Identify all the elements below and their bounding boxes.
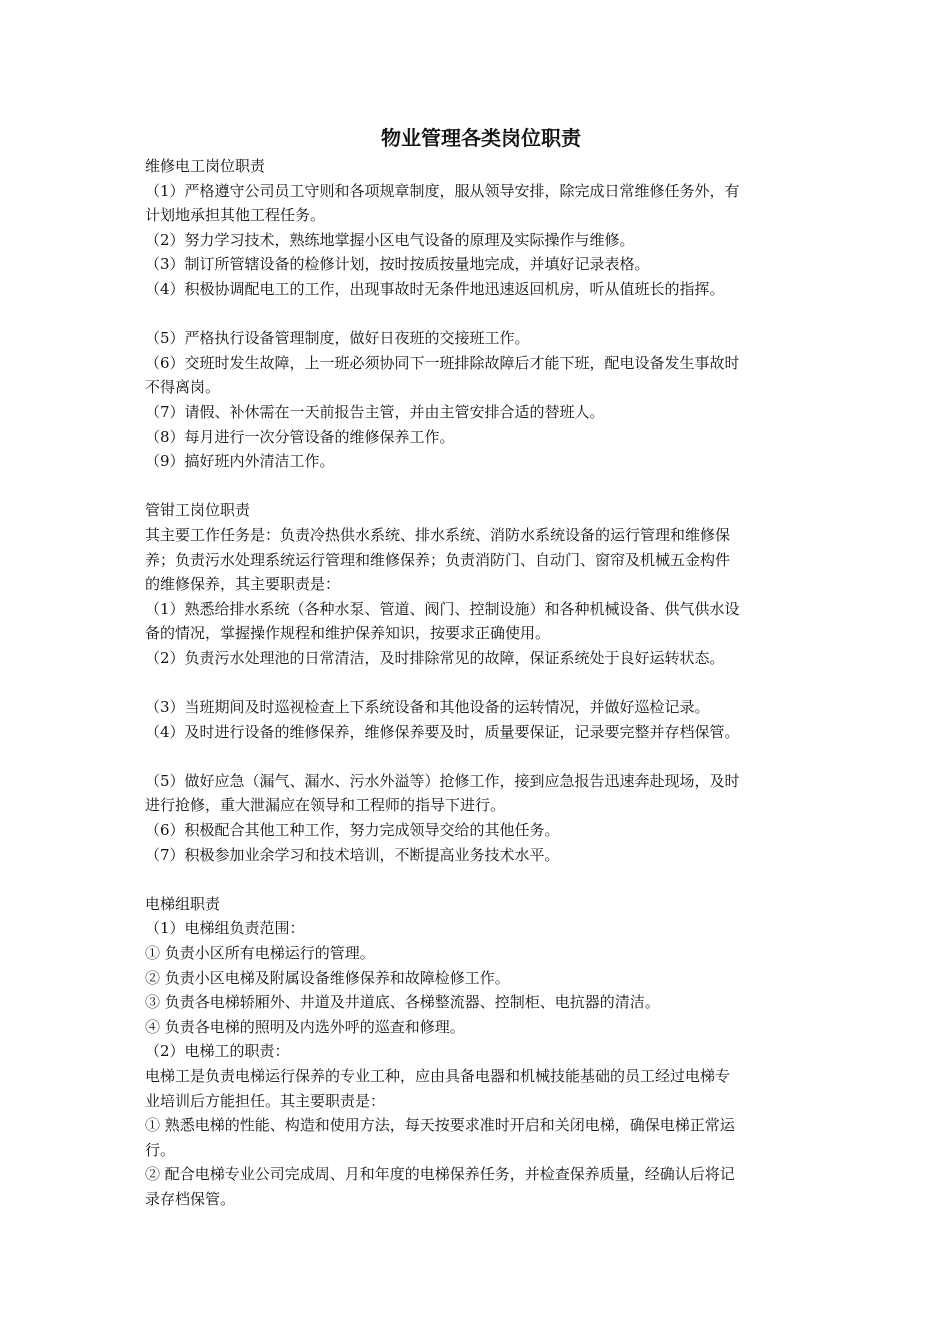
text-line: 其主要工作任务是：负责冷热供水系统、排水系统、消防水系统设备的运行管理和维修保	[145, 525, 731, 544]
document-text	[145, 154, 809, 1212]
text-line: （7）积极参加业余学习和技术培训，不断提高业务技术水平。	[145, 845, 560, 864]
text-line: （1）熟悉给排水系统（各种水泵、管道、阀门、控制设施）和各种机械设备、供气供水设	[145, 599, 740, 618]
blank-line	[145, 670, 809, 695]
blank-line	[145, 744, 809, 769]
text-line: 计划地承担其他工程任务。	[145, 206, 326, 225]
text-line: （5）做好应急（漏气、漏水、污水外溢等）抢修工作，接到应急报告迅速奔赴现场，及时	[145, 771, 740, 790]
text-line: （1）严格遵守公司员工守则和各项规章制度，服从领导安排，除完成日常维修任务外，有	[145, 181, 740, 200]
text-line: （2）电梯工的职责：	[145, 1042, 290, 1061]
text-line: 不得离岗。	[145, 378, 221, 397]
text-line: ③ 负责各电梯轿厢外、井道及井道底、各梯整流器、控制柜、电抗器的清洁。	[145, 993, 660, 1012]
text-line: 业培训后方能担任。其主要职责是：	[145, 1091, 386, 1110]
text-line: （8）每月进行一次分管设备的维修保养工作。	[145, 427, 455, 446]
text-line: （4）及时进行设备的维修保养，维修保养要及时，质量要保证，记录要完整并存档保管。	[145, 722, 740, 741]
text-line: （5）严格执行设备管理制度，做好日夜班的交接班工作。	[145, 329, 530, 348]
text-line: 进行抢修，重大泄漏应在领导和工程师的指导下进行。	[145, 796, 506, 815]
text-line: 的维修保养，其主要职责是：	[145, 575, 341, 594]
text-line: 养；负责污水处理系统运行管理和维修保养；负责消防门、自动门、窗帘及机械五金构件	[145, 550, 731, 569]
document-title: 物业管理各类岗位职责	[381, 126, 581, 150]
text-line: （6）交班时发生故障，上一班必须协同下一班排除故障后才能下班，配电设备发生事故时	[145, 353, 740, 372]
text-line: 电梯工是负责电梯运行保养的专业工种，应由具备电器和机械技能基础的员工经过电梯专	[145, 1066, 731, 1085]
text-line: （3）当班期间及时巡视检查上下系统设备和其他设备的运转情况，并做好巡检记录。	[145, 698, 710, 717]
text-line: ① 负责小区所有电梯运行的管理。	[145, 944, 375, 962]
text-line: 维修电工岗位职责	[145, 157, 266, 175]
text-line: 录存档保管。	[145, 1189, 236, 1208]
text-line: 管钳工岗位职责	[145, 501, 251, 520]
text-line: ① 熟悉电梯的性能、构造和使用方法，每天按要求准时开启和关闭电梯，确保电梯正常运	[145, 1116, 735, 1135]
text-line: （9）搞好班内外清洁工作。	[145, 452, 335, 471]
text-line: （4）积极协调配电工的工作，出现事故时无条件地迅速返回机房，听从值班长的指挥。	[145, 279, 725, 298]
text-line: 备的情况，掌握操作规程和维护保养知识，按要求正确使用。	[145, 624, 551, 643]
text-line: ② 负责小区电梯及附属设备维修保养和故障检修工作。	[145, 968, 510, 987]
text-line: （6）积极配合其他工种工作，努力完成领导交给的其他任务。	[145, 821, 560, 840]
document-body	[145, 124, 809, 1212]
text-line: 电梯组职责	[145, 894, 221, 913]
blank-line	[145, 302, 809, 327]
text-line: （7）请假、补休需在一天前报告主管，并由主管安排合适的替班人。	[145, 402, 605, 421]
text-line: （1）电梯组负责范围：	[145, 919, 305, 938]
blank-line	[145, 867, 809, 892]
text-line: （2）努力学习技术，熟练地掌握小区电气设备的原理及实际操作与维修。	[145, 230, 635, 249]
text-line: （2）负责污水处理池的日常清洁，及时排除常见的故障，保证系统处于良好运转状态。	[145, 648, 725, 667]
text-line: （3）制订所管辖设备的检修计划，按时按质按量地完成，并填好记录表格。	[145, 255, 650, 274]
text-line: ④ 负责各电梯的照明及内选外呼的巡查和修理。	[145, 1017, 465, 1036]
text-line: 行。	[145, 1140, 176, 1159]
text-line: ② 配合电梯专业公司完成周、月和年度的电梯保养任务，并检查保养质量，经确认后将记	[145, 1165, 735, 1184]
blank-line	[145, 474, 809, 499]
